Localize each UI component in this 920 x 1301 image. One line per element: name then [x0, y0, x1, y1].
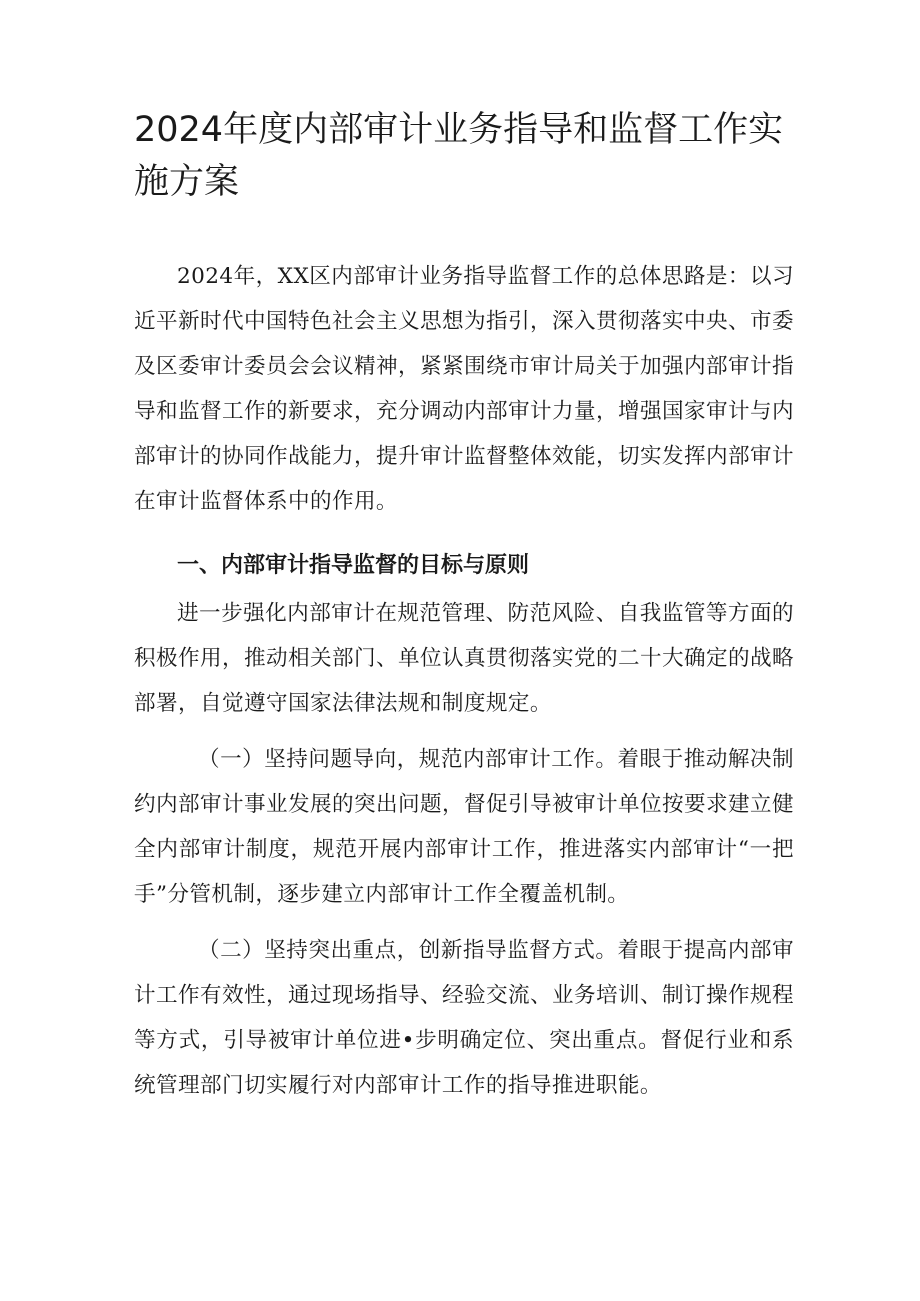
- section-heading: 一、内部审计指导监督的目标与原则: [177, 553, 530, 578]
- section-body-paragraph: 进一步强化内部审计在规范管理、防范风险、自我监管等方面的积极作用，推动相关部门、单位认真贯彻落实党的二十大确定的战略部署，自觉遵守国家法律法规和制度规定。: [134, 601, 794, 716]
- intro-paragraph: 2024年，XX区内部审计业务指导监督工作的总体思路是：以习近平新时代中国特色社会主义思想为指引，深入贯彻落实中央、市委及区委审计委员会会议精神，紧紧围绕市审计局关于加强内部审计指导和监督工作的新要求，充分调动内部审计力量，增强国家审计与内部审计的协同作战能力，提升审计监督整体效能，切实发挥内部审计在审计监督体系中的作用。: [134, 264, 794, 514]
- document-title: 2024年度内部审计业务指导和监督工作实施方案: [134, 110, 784, 202]
- section-item-1: （一）坚持问题导向，规范内部审计工作。着眼于推动解决制约内部审计事业发展的突出问题，督促引导被审计单位按要求建立健全内部审计制度，规范开展内部审计工作，推进落实内部审计“一把手”分管机制，逐步建立内部审计工作全覆盖机制。: [134, 747, 794, 907]
- section-item-2: （二）坚持突出重点，创新指导监督方式。着眼于提高内部审计工作有效性，通过现场指导、经验交流、业务培训、制订操作规程等方式，引导被审计单位进•步明确定位、突出重点。督促行业和系统管理部门切实履行对内部审计工作的指导推进职能。: [134, 938, 794, 1098]
